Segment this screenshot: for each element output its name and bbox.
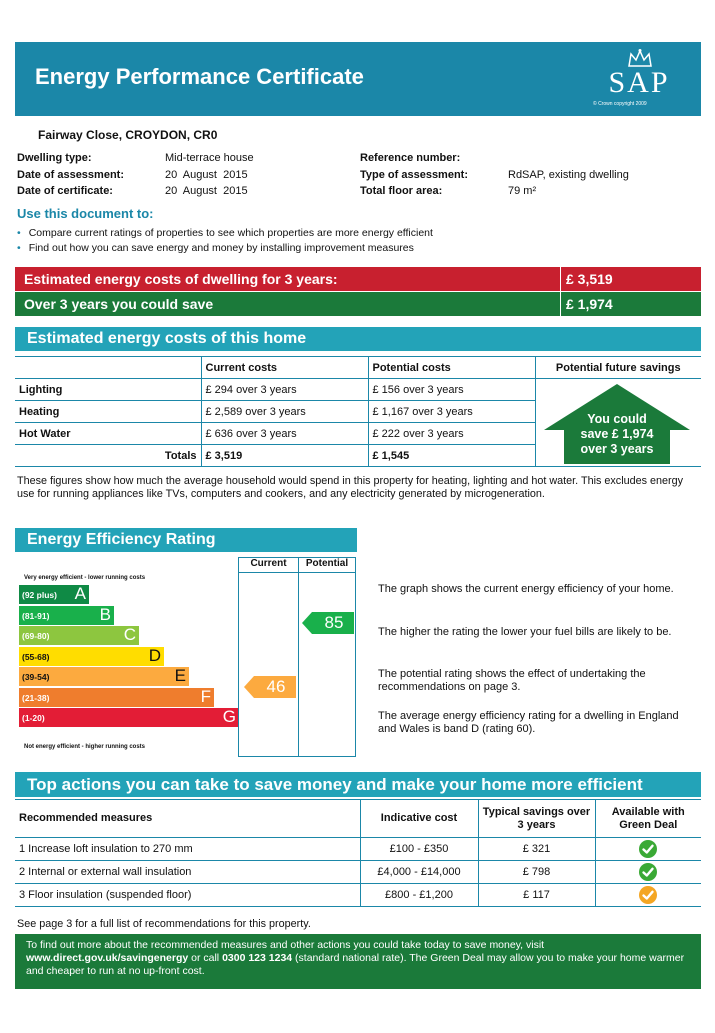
footer-link[interactable]: www.direct.gov.uk/savingenergy	[26, 952, 189, 964]
cost-item: Hot Water	[15, 423, 201, 445]
rating-text: The higher the rating the lower your fuel bills are likely to be.	[378, 626, 672, 638]
potential-column-label: Potential	[305, 558, 349, 569]
cost-item: Heating	[15, 401, 201, 423]
see-page-note: See page 3 for a full list of recommendations for this property.	[17, 918, 311, 930]
header-banner	[15, 42, 701, 116]
costs-section-header	[15, 327, 701, 351]
green-deal-cell	[595, 838, 701, 861]
measure-cost: £4,000 - £14,000	[360, 861, 478, 884]
footer-text: (standard national rate). The Green Deal may allow you to make your home warmer and cheaper to run at no up-front cost.	[26, 952, 685, 977]
reference-label: Reference number:	[360, 152, 461, 164]
rating-section-header	[15, 528, 357, 552]
bullet-text: Compare current ratings of properties to see which properties are more energy efficient	[28, 227, 433, 239]
measure-cost: £800 - £1,200	[360, 884, 478, 907]
rating-text: The potential rating shows the effect of undertaking the recommendations on page 3.	[378, 668, 646, 693]
footer-info	[15, 934, 701, 989]
check-icon	[639, 840, 657, 858]
floor-area-value: 79 m²	[508, 185, 537, 197]
bullet-dot-icon: •	[17, 227, 21, 239]
table-header-row	[15, 357, 701, 379]
rating-band-d	[19, 647, 164, 666]
bottom-note: Not energy efficient - higher running costs	[24, 744, 146, 750]
table-row	[15, 861, 701, 884]
rating-text: The average energy efficiency rating for a dwelling in England and Wales is band D (rating 60).	[378, 710, 679, 735]
savings-line: over 3 years	[580, 442, 654, 456]
band-range: (39-54)	[22, 672, 50, 682]
measures-table	[15, 799, 701, 907]
bullet-dot-icon: •	[17, 242, 21, 254]
band-letter: E	[174, 666, 186, 685]
totals-current: £ 3,519	[201, 445, 368, 467]
header-cell: Available with Green Deal	[595, 800, 701, 838]
page-title: Energy Performance Certificate	[35, 64, 364, 89]
rating-columns	[238, 557, 356, 757]
savings-line: save £ 1,974	[580, 427, 654, 441]
could-save-label: Over 3 years you could save	[24, 296, 214, 312]
current-cost: £ 636 over 3 years	[201, 423, 368, 445]
current-column	[238, 557, 299, 757]
estimated-costs-label: Estimated energy costs of dwelling for 3 years:	[24, 271, 338, 287]
measure-cost: £100 - £350	[360, 838, 478, 861]
bullet-item	[17, 242, 414, 254]
cost-item: Lighting	[15, 379, 201, 401]
potential-cost: £ 156 over 3 years	[368, 379, 535, 401]
check-icon	[639, 863, 657, 881]
bullet-text: Find out how you can save energy and money by installing improvement measures	[28, 242, 414, 254]
band-range: (69-80)	[22, 631, 50, 641]
footer-text: To find out more about the recommended measures and other actions you could take today to save money, visit	[26, 939, 545, 951]
estimated-costs-value: £ 3,519	[560, 267, 613, 291]
measure-savings: £ 798	[478, 861, 595, 884]
header-cell: Recommended measures	[15, 800, 360, 838]
crown-icon	[627, 48, 653, 68]
rating-band-c	[19, 626, 139, 645]
costs-note: These figures show how much the average household would spend in this property for heating, lighting and hot water. This excludes energy use for running appliances like TVs, computers and cookers, and any electricity generated by microgeneration.	[17, 475, 684, 500]
band-range: (92 plus)	[22, 590, 57, 600]
band-range: (21-38)	[22, 692, 50, 703]
current-cost: £ 294 over 3 years	[201, 379, 368, 401]
savings-line: You could	[587, 412, 647, 426]
band-letter: F	[200, 686, 211, 706]
measure-savings: £ 117	[478, 884, 595, 907]
potential-cost: £ 222 over 3 years	[368, 423, 535, 445]
dwelling-type-label: Dwelling type:	[17, 152, 92, 164]
band-letter: G	[222, 707, 236, 726]
measure-name: 1 Increase loft insulation to 270 mm	[15, 838, 360, 861]
sap-logo	[589, 48, 689, 110]
check-icon	[639, 886, 657, 904]
current-rating-value: 46	[266, 677, 286, 696]
property-address: Fairway Close, CROYDON, CR0	[38, 128, 218, 142]
dwelling-type-value: Mid-terrace house	[165, 152, 254, 164]
band-range: (81-91)	[22, 610, 50, 621]
actions-section-title: Top actions you can take to save money and make your home more efficient	[27, 775, 643, 794]
certificate-date-value: 20 August 2015	[165, 185, 248, 197]
costs-section-title: Estimated energy costs of this home	[27, 330, 307, 347]
measure-name: 3 Floor insulation (suspended floor)	[15, 884, 360, 907]
rating-band-g	[19, 708, 239, 727]
band-letter: C	[123, 625, 136, 644]
green-deal-cell	[595, 884, 701, 907]
rating-band-f	[19, 688, 214, 707]
savings-text	[542, 412, 692, 457]
actions-section-header	[15, 772, 701, 797]
rating-text: The graph shows the current energy efficiency of your home.	[378, 583, 674, 595]
table-row	[15, 838, 701, 861]
header-cell: Potential future savings	[535, 357, 701, 379]
floor-area-label: Total floor area:	[360, 185, 443, 197]
current-cost: £ 2,589 over 3 years	[201, 401, 368, 423]
logo-copyright: © Crown copyright 2009	[593, 101, 647, 107]
band-letter: D	[148, 645, 161, 665]
potential-rating-value: 85	[324, 613, 344, 632]
assessment-type-label: Type of assessment:	[360, 169, 469, 181]
header-cell: Current costs	[201, 357, 368, 379]
header-cell: Potential costs	[368, 357, 535, 379]
rating-band-e	[19, 667, 189, 686]
top-note: Very energy efficient - lower running costs	[24, 575, 146, 581]
band-letter: B	[99, 604, 111, 624]
estimated-costs-banner	[15, 267, 701, 291]
rating-band-a	[19, 585, 89, 604]
green-deal-cell	[595, 861, 701, 884]
totals-potential: £ 1,545	[368, 445, 535, 467]
could-save-value: £ 1,974	[560, 292, 613, 316]
table-row	[15, 884, 701, 907]
sap-letters: SAP	[608, 66, 670, 99]
use-document-title: Use this document to:	[17, 206, 154, 221]
header-cell	[15, 357, 201, 379]
rating-section-title: Energy Efficiency Rating	[27, 531, 216, 548]
header-cell: Typical savings over 3 years	[478, 800, 595, 838]
current-column-label: Current	[250, 558, 287, 569]
measure-name: 2 Internal or external wall insulation	[15, 861, 360, 884]
footer-text: or call	[188, 952, 223, 964]
band-range: (1-20)	[22, 713, 45, 723]
header-cell: Indicative cost	[360, 800, 478, 838]
assessment-date-label: Date of assessment:	[17, 169, 124, 181]
assessment-date-value: 20 August 2015	[165, 169, 248, 181]
footer-phone: 0300 123 1234	[222, 952, 293, 964]
certificate-date-label: Date of certificate:	[17, 185, 113, 197]
bullet-item	[17, 227, 433, 239]
totals-label: Totals	[15, 445, 201, 467]
band-letter: A	[74, 584, 86, 603]
potential-cost: £ 1,167 over 3 years	[368, 401, 535, 423]
band-range: (55-68)	[22, 651, 50, 662]
table-header-row	[15, 800, 701, 838]
assessment-type-value: RdSAP, existing dwelling	[508, 169, 629, 181]
potential-column	[298, 557, 356, 757]
measure-savings: £ 321	[478, 838, 595, 861]
rating-band-b	[19, 606, 114, 625]
could-save-banner	[15, 292, 701, 316]
